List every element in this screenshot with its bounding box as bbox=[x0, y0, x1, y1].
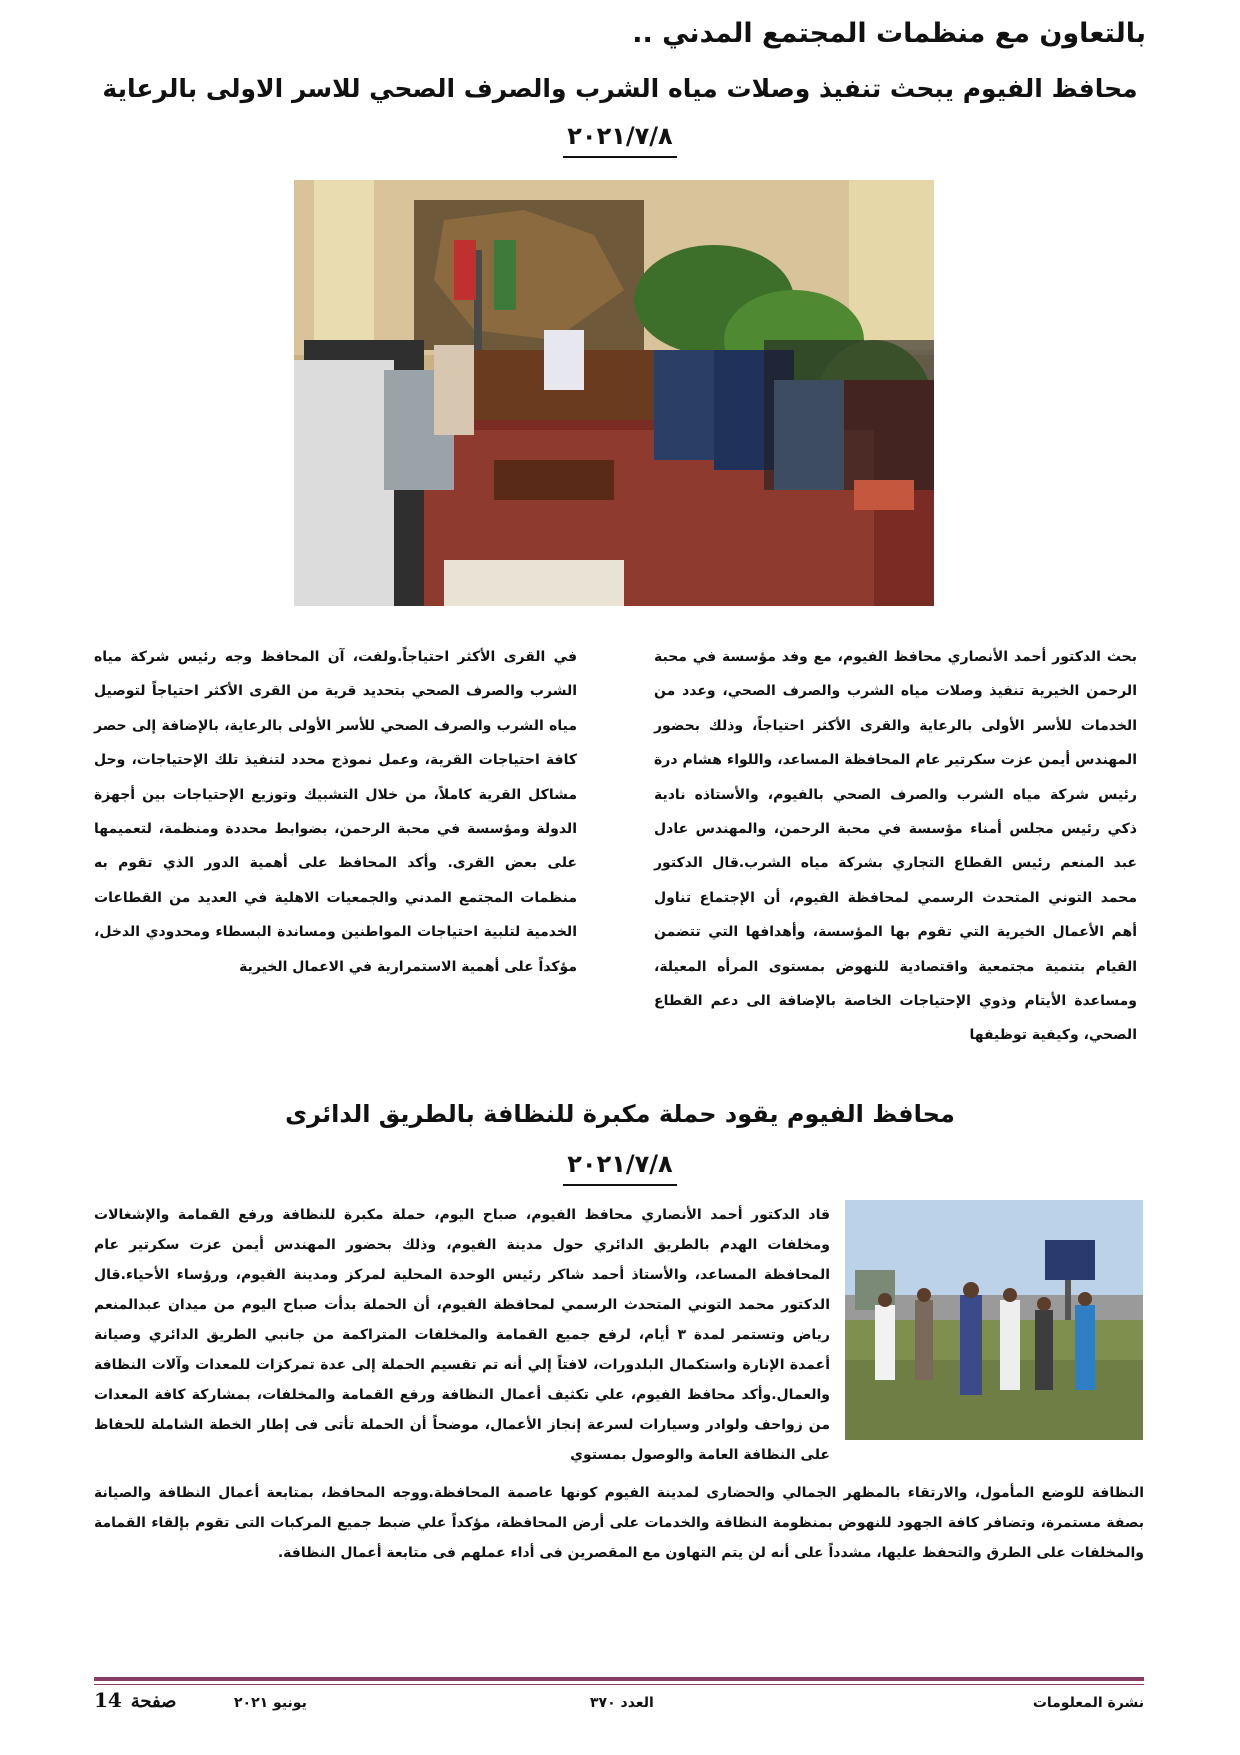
article2-date-text: ٢٠٢١/٧/٨ bbox=[563, 1150, 676, 1186]
footer-rule-thin bbox=[94, 1684, 1144, 1685]
article2-date bbox=[520, 1150, 720, 1186]
article1-title: محافظ الفيوم يبحث تنفيذ وصلات مياه الشرب والصرف الصحي للاسر الاولى بالرعاية bbox=[102, 74, 1138, 103]
footer-month: يونيو ٢٠٢١ bbox=[234, 1695, 307, 1711]
footer-issue: العدد ٣٧٠ bbox=[590, 1695, 654, 1711]
meeting-photo-illustration bbox=[294, 180, 934, 606]
kicker: بالتعاون مع منظمات المجتمع المدني .. bbox=[632, 18, 1146, 49]
footer-page bbox=[94, 1688, 176, 1712]
article1-column-right: بحث الدكتور أحمد الأنصاري محافظ الفيوم، مع وفد مؤسسة في محبة الرحمن الخيرية تنفيذ وصلات مياه الشرب والصرف الصحي، وعدد من الخدمات للأسر الأولى بالرعاية والقرى الأكثر احتياجاً، وذلك بحضور المهندس أيمن عزت سكرتير عام المحافظة المساعد، واللواء هشام درة رئيس شركة مياه الشرب والصرف الصحي بالفيوم، والأستاذه نادية ذكي رئيس مجلس أمناء مؤسسة في محبة الرحمن، والمهندس عادل عبد المنعم رئيس القطاع التجاري بشركة مياه الشرب.قال الدكتور محمد التوني المتحدث الرسمي لمحافظة الفيوم، أن الإجتماع تناول أهم الأعمال الخيرية التي تقوم بها المؤسسة، وأهدافها التي تتضمن القيام بتنمية مجتمعية واقتصادية للنهوض بمستوى المرأه المعيلة، ومساعدة الأيتام وذوي الإحتياجات الخاصة بالإضافة الى دعم القطاع الصحي، وكيفية توظيفها bbox=[654, 649, 1137, 1044]
cleaning-campaign-illustration bbox=[845, 1200, 1143, 1440]
footer-rule bbox=[94, 1677, 1144, 1681]
article1-date-text: ٢٠٢١/٧/٨ bbox=[563, 122, 676, 158]
article2-title: محافظ الفيوم يقود حملة مكبرة للنظافة بالطريق الدائرى bbox=[285, 1100, 955, 1128]
footer-publication: نشرة المعلومات bbox=[1032, 1695, 1144, 1711]
article1-column-left: في القرى الأكثر احتياجاً.ولفت، آن المحافظ وجه رئيس شركة مياه الشرب والصرف الصحي بتحديد قرية من القرى الأكثر احتياجاً لتوصيل مياه الشرب والصرف الصحي للأسر الأولى بالرعاية، بالإضافة إلى حصر كافة احتياجات القرية، وعمل نموذج محدد لتنفيذ تلك الإحتياجات، وحل مشاكل القرية كاملاً، من خلال التشبيك وتوزيع الإحتياجات بين أجهزة الدولة ومؤسسة في محبة الرحمن، بضوابط محددة ومنظمة، لتعميمها على بعض القرى. وأكد المحافظ على أهمية الدور الذي تقوم به منظمات المجتمع المدني والجمعيات الاهلية في العديد من القطاعات الخدمية لتلبية احتياجات المواطنين ومساندة البسطاء ومحدودي الدخل، مؤكداً على أهمية الاستمرارية في الاعمال الخيرية bbox=[94, 649, 577, 975]
footer-page-number: 14 bbox=[94, 1688, 122, 1712]
article2-body-bottom: النظافة للوضع المأمول، والارتقاء بالمظهر الجمالي والحضارى لمدينة الفيوم كونها عاصمة المحافظة.ووجه المحافظ، بمتابعة أعمال النظافة والصيانة بصفة مستمرة، وتضافر كافة الجهود للنهوض بمنظومة النظافة والخدمات على أرض المحافظة، مؤكداً علي ضبط جميع المركبات التى تقوم بإلقاء القمامة والمخلفات على الطرق والتحفظ عليها، مشدداً على أنه لن يتم التهاون مع المقصرين فى أداء عملهم فى متابعة أعمال النظافة. bbox=[94, 1485, 1144, 1561]
article2-body-top: قاد الدكتور أحمد الأنصاري محافظ الفيوم، صباح اليوم، حملة مكبرة للنظافة ورفع القمامة والإشغالات ومخلفات الهدم بالطريق الدائري حول مدينة الفيوم، وذلك بحضور المهندس أيمن عزت سكرتير عام المحافظة المساعد، والأستاذ أحمد شاكر رئيس الوحدة المحلية لمركز ومدينة الفيوم، ورؤساء الأحياء.قال الدكتور محمد التوني المتحدث الرسمي لمحافظة الفيوم، أن الحملة بدأت صباح اليوم من ميدان عبدالمنعم رياض وتستمر لمدة ٣ أيام، لرفع جميع القمامة والمخلفات المتراكمة من جانبي الطريق الدائري وصيانة أعمدة الإنارة واستكمال البلدورات، لافتاً إلي أنه تم تقسيم الحملة إلى عدة تمركزات للمعدات وآلات النظافة والعمال.وأكد محافظ الفيوم، علي تكثيف أعمال النظافة ورفع القمامة والمخلفات، بمشاركة كافة المعدات من زواحف ولوادر وسيارات لسرعة إنجاز الأعمال، موضحاً أن الحملة تأتى فى إطار الخطة الشاملة للحفاظ على النظافة العامة والوصول بمستوي bbox=[94, 1207, 830, 1463]
meeting-photo bbox=[294, 180, 934, 606]
article1-date bbox=[520, 122, 720, 158]
footer-page-label: صفحة bbox=[130, 1691, 177, 1712]
cleaning-campaign-photo bbox=[845, 1200, 1143, 1440]
